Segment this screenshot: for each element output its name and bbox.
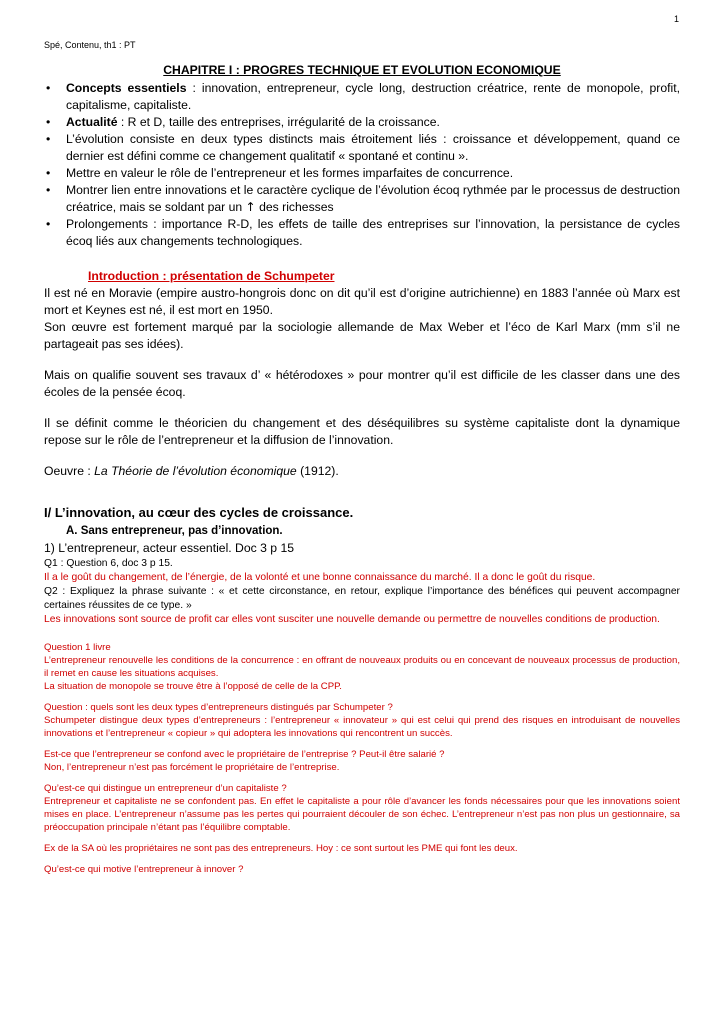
intro-paragraph: Il est né en Moravie (empire austro-hongrois donc on dit qu’il est d’origine autrichienne) en 1883 l’année où Marx est mort et Keynes est né, il est mort en 1950. xyxy=(44,286,680,317)
bullet-innovations xyxy=(44,182,680,216)
question-line: Q1 : Question 6, doc 3 p 15. xyxy=(44,558,173,569)
subsection-title: A. Sans entrepreneur, pas d’innovation. xyxy=(66,525,283,537)
bullet-prolongements xyxy=(44,216,680,250)
answer-line: Non, l’entrepreneur n’est pas forcément le propriétaire de l’entreprise. xyxy=(44,762,340,773)
bullet-text: Prolongements : importance R-D, les effets de taille des entreprises sur l’innovation, la persistance de cycles écoq liés aux changements technologiques. xyxy=(66,217,680,248)
bullet-entrepreneur xyxy=(44,165,680,182)
answer-line: Il a le goût du changement, de l’énergie, de la volonté et une bonne connaissance du marché. Il a donc le goût du risque. xyxy=(44,572,596,583)
answer-line: Les innovations sont source de profit car elles vont susciter une nouvelle demande ou permettre de nouvelles conditions de production. xyxy=(44,614,660,625)
bullet-actualite xyxy=(44,114,680,131)
oeuvre-title: La Théorie de l’évolution économique xyxy=(94,464,297,478)
answer-line: Schumpeter distingue deux types d’entrepreneurs : l’entrepreneur « innovateur » qui est celui qui prend des risques en introduisant de nouvelles innovations et l’entrepreneur « copieur » qui adoptera les innovations qui rencontrent un succès. xyxy=(44,715,680,739)
example-line: Ex de la SA où les propriétaires ne sont pas des entrepreneurs. Hoy : ce sont surtout les PME qui font les deux. xyxy=(44,843,518,854)
page-number: 1 xyxy=(673,14,679,24)
question-title: Question 1 livre xyxy=(44,642,111,653)
section-title: I/ L’innovation, au cœur des cycles de croissance. xyxy=(44,505,354,520)
answer-line: L’entrepreneur renouvelle les conditions de la concurrence : en offrant de nouveaux produits ou en concevant de nouveaux processus de production, il remet en cause les situations acquises. xyxy=(44,655,680,679)
bullet-label: Concepts essentiels xyxy=(66,81,187,95)
intro-paragraph: Il se définit comme le théoricien du changement et des déséquilibres su système capitaliste dont la dynamique repose sur le rôle de l’entrepreneur et la diffusion de l’innovation. xyxy=(44,416,680,447)
question-line: Qu’est-ce qui motive l’entrepreneur à innover ? xyxy=(44,864,244,875)
chapter-bullets xyxy=(44,80,680,250)
answer-line: La situation de monopole se trouve être à l’opposé de celle de la CPP. xyxy=(44,681,342,692)
intro-paragraph: Son œuvre est fortement marqué par la sociologie allemande de Max Weber et l’éco de Karl Marx (mm s’il ne partageait pas ses idées). xyxy=(44,320,680,351)
oeuvre-prefix: Oeuvre : xyxy=(44,464,95,478)
bullet-concepts xyxy=(44,80,680,114)
bullet-text: Mettre en valeur le rôle de l’entrepreneur et les formes imparfaites de concurrence. xyxy=(66,166,514,180)
up-arrow-icon: ↑ xyxy=(245,200,256,214)
bullet-text: des richesses xyxy=(255,200,334,214)
bullet-label: Actualité xyxy=(66,115,118,129)
running-header: Spé, Contenu, th1 : PT xyxy=(44,40,136,50)
oeuvre-line xyxy=(44,463,680,480)
question-line: Qu’est-ce qui distingue un entrepreneur d’un capitaliste ? xyxy=(44,783,287,794)
bullet-text: L’évolution consiste en deux types distincts mais étroitement liés : croissance et développement, quand ce dernier est défini comme ce changement qualitatif « spontané et continu ». xyxy=(66,132,680,163)
document-body xyxy=(44,62,680,876)
question-line: Est-ce que l’entrepreneur se confond avec le propriétaire de l’entreprise ? Peut-il être salarié ? xyxy=(44,749,445,760)
numbered-item: 1) L’entrepreneur, acteur essentiel. Doc 3 p 15 xyxy=(44,541,294,555)
intro-title: Introduction : présentation de Schumpeter xyxy=(88,269,335,283)
answer-line: Entrepreneur et capitaliste ne se confondent pas. En effet le capitaliste a pour rôle d’avancer les fonds nécessaires pour que les innovations soient mises en place. L’entrepreneur n’assume pas les pertes qui pourraient découler de son échec. L’entrepreneur n’est pas non plus un gestionnaire, sa préoccupation principale n’étant pas l’équilibre comptable. xyxy=(44,796,680,833)
bullet-text: Montrer lien entre innovations et le caractère cyclique de l’évolution écoq rythmée par le processus de destruction créatrice, mais se soldant par un xyxy=(66,183,680,214)
intro-paragraph: Mais on qualifie souvent ses travaux d’ « hétérodoxes » pour montrer qu’il est difficile de les classer dans une des écoles de la pensée écoq. xyxy=(44,368,680,399)
bullet-evolution xyxy=(44,131,680,165)
bullet-text: : R et D, taille des entreprises, irrégularité de la croissance. xyxy=(117,115,440,129)
question-line: Q2 : Expliquez la phrase suivante : « et cette circonstance, en retour, explique l’importance des bénéfices qui peuvent accompagner certaines réussites de ce type. » xyxy=(44,586,680,611)
question-line: Question : quels sont les deux types d’entrepreneurs distingués par Schumpeter ? xyxy=(44,702,393,713)
chapter-title: CHAPITRE I : PROGRES TECHNIQUE ET EVOLUTION ECONOMIQUE xyxy=(163,63,561,77)
bullet-text: : innovation, entrepreneur, cycle long, destruction créatrice, rente de monopole, profit, capitalisme, capitaliste. xyxy=(66,81,681,112)
oeuvre-year: (1912). xyxy=(296,464,339,478)
